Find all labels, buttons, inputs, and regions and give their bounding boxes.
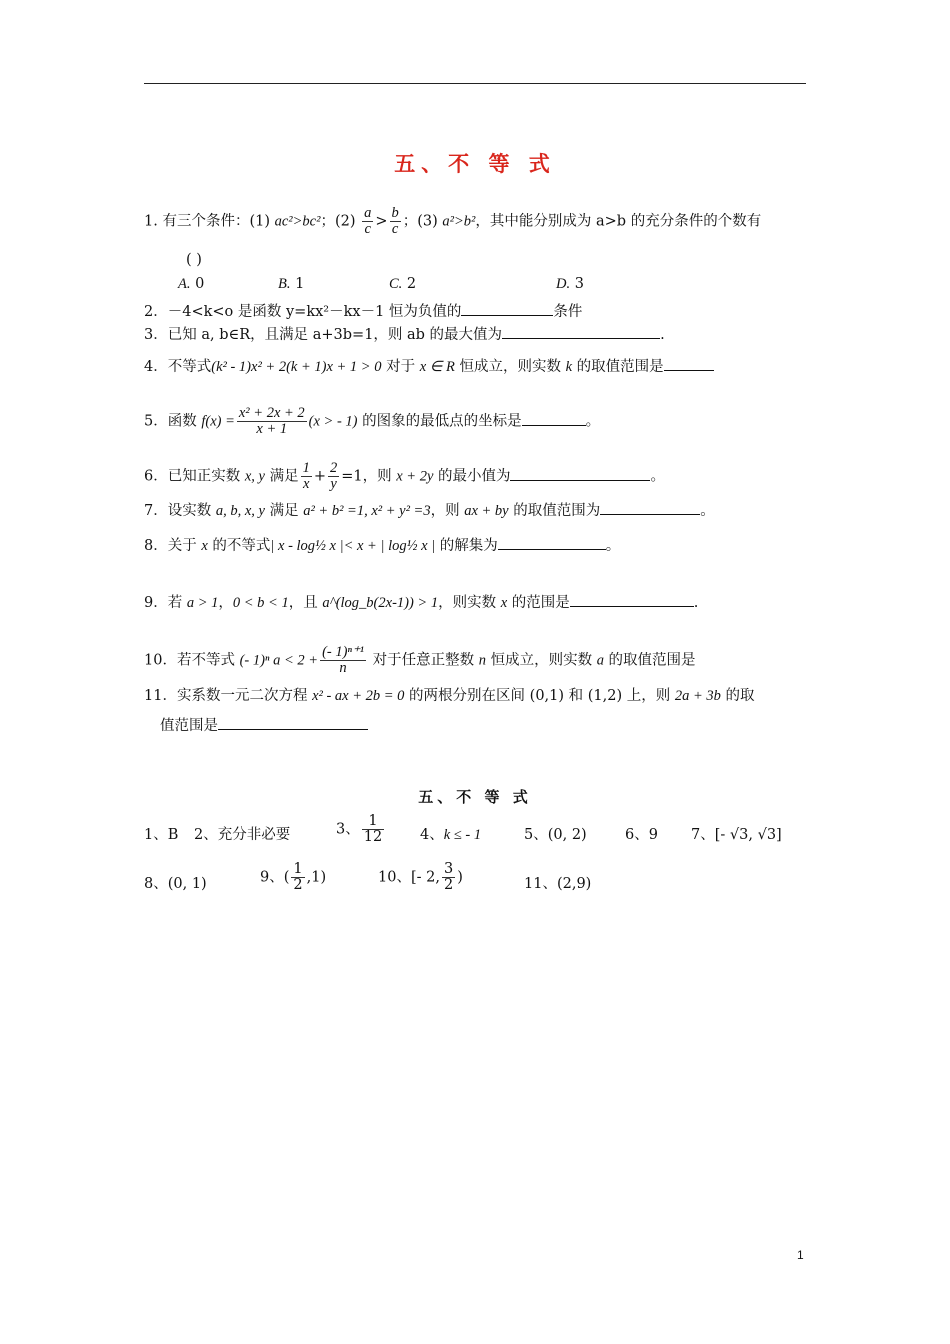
q11-line2-text: 值范围是 — [160, 718, 218, 734]
q9-sep1: ， — [218, 595, 233, 611]
answer-7-value: [- √3, √3] — [714, 827, 782, 843]
q7-text-b: 满足 — [264, 503, 304, 519]
question-7 — [144, 500, 715, 521]
question-1 — [144, 206, 761, 237]
q9-x: x — [500, 595, 508, 611]
answer-9 — [260, 862, 326, 893]
q11-and: 和 — [564, 688, 588, 704]
q10-frac — [320, 645, 366, 676]
q10-den: n — [339, 660, 347, 676]
q5-frac — [237, 406, 307, 437]
q7-vars: a, b, x, y — [215, 503, 265, 519]
question-10 — [144, 645, 696, 676]
question-6 — [144, 461, 665, 492]
option-d-value: 3 — [574, 276, 584, 292]
question-11-line2 — [160, 715, 368, 736]
q11-expr: 2a + 3b — [674, 688, 721, 704]
q4-set: x ∈ R — [419, 359, 455, 375]
question-3 — [144, 324, 665, 345]
q4-text: 4．不等式 — [144, 359, 212, 375]
q5-f: f(x) = — [201, 413, 235, 430]
q1-frac-a-num: a — [364, 205, 372, 221]
answer-10-frac — [442, 862, 455, 893]
answer-10-num: 3 — [443, 861, 454, 877]
q1-sep2: ；(3) — [402, 213, 443, 230]
q7-text: 7．设实数 — [144, 503, 216, 519]
question-5 — [144, 406, 600, 437]
q1-frac-b-num: b — [391, 205, 399, 221]
page-title: 五、不 等 式 — [394, 151, 556, 176]
answer-11: 11、(2,9) — [524, 876, 592, 892]
q1-gt: > — [375, 213, 388, 230]
answer-10-den: 2 — [443, 877, 454, 893]
answer-10-label: 10、 — [378, 869, 411, 886]
q2-blank — [461, 301, 553, 316]
answer-9-close: ,1) — [306, 869, 327, 886]
q11-text-b: 的两根分别在区间 — [404, 688, 530, 704]
q11-eq: x² - ax + 2b = 0 — [312, 688, 405, 704]
answer-2: 2、充分非必要 — [194, 827, 291, 843]
q3-blank — [502, 324, 660, 339]
q11-text-c: 上，则 — [622, 688, 675, 704]
q10-text-d: 的取值范围是 — [603, 652, 696, 669]
q7-expr: ax + by — [464, 503, 509, 519]
q8-blank — [498, 535, 606, 550]
q10-text-b: 对于任意正整数 — [368, 652, 479, 669]
answer-7 — [691, 823, 782, 844]
q1-frac-b-den: c — [391, 221, 399, 237]
q5-end: 。 — [585, 413, 601, 430]
q11-blank — [218, 715, 368, 730]
question-2 — [144, 301, 582, 322]
q2-tail: 条件 — [553, 304, 583, 320]
q6-text: 6．已知正实数 — [144, 468, 245, 485]
q9-text-b: ，则实数 — [438, 595, 501, 611]
question-9 — [144, 592, 698, 613]
q9-blank — [570, 592, 694, 607]
answers-title: 五、不 等 式 — [418, 788, 532, 806]
q10-n: n — [478, 652, 486, 669]
q9-text: 9．若 — [144, 595, 187, 611]
option-d-label: D. — [556, 276, 571, 292]
answer-9-open: ( — [283, 869, 290, 886]
answer-9-num: 1 — [293, 861, 303, 877]
q11-interval1: (0,1) — [529, 688, 565, 704]
answer-5: 5、(0, 2) — [524, 827, 587, 843]
q10-expr: (- 1)ⁿ a < 2 + — [239, 652, 319, 669]
q10-text-c: 恒成立，则实数 — [485, 652, 597, 669]
q10-text: 10．若不等式 — [144, 652, 240, 669]
q1-sep: ；(2) — [320, 213, 361, 230]
option-c-label: C. — [389, 276, 403, 292]
q7-text-c: ，则 — [430, 503, 465, 519]
q8-text-b: 的不等式 — [207, 538, 271, 554]
q6-end: 。 — [650, 468, 665, 485]
q7-text-d: 的取值范围为 — [508, 503, 601, 519]
q5-den: x + 1 — [256, 421, 288, 437]
option-c — [389, 276, 416, 293]
question-11 — [144, 686, 755, 706]
option-a-label: A. — [178, 276, 191, 292]
q8-x: x — [201, 538, 208, 554]
q5-blank — [522, 411, 586, 426]
answer-1: 1、B — [144, 827, 179, 843]
q9-text-c: 的范围是 — [507, 595, 570, 611]
q6-f2-den: y — [330, 476, 337, 492]
header-rule — [144, 83, 806, 84]
answer-10-open: [- 2, — [410, 869, 440, 886]
q1-frac-a — [362, 206, 373, 237]
q11-interval2: (1,2) — [587, 688, 623, 704]
answer-3-frac — [362, 814, 384, 845]
q9-cond1: a > 1 — [186, 595, 219, 611]
q8-end: 。 — [605, 538, 621, 554]
answer-8: 8、(0, 1) — [144, 876, 207, 892]
q6-xy: x, y — [244, 468, 265, 485]
answer-9-label: 9、 — [260, 869, 284, 886]
q4-text-b: 对于 — [381, 359, 420, 375]
q6-eq: =1，则 — [341, 468, 397, 485]
q1-cond1: ac²>bc² — [274, 213, 321, 230]
answer-3 — [336, 814, 386, 845]
q8-expr: | x - log½ x |< x + | log½ x | — [270, 538, 436, 554]
q2-text: 2．－4<k<o 是函数 y=kx²－kx－1 恒为负值的 — [144, 304, 462, 320]
option-b — [278, 276, 304, 293]
answer-3-den: 12 — [363, 829, 383, 845]
q3-text: 3．已知 a, b∈R，且满足 a+3b=1，则 ab 的最大值为 — [144, 327, 503, 343]
q6-frac1 — [301, 461, 312, 492]
q6-blank — [510, 466, 650, 481]
q6-frac2 — [328, 461, 339, 492]
q1-frac-a-den: c — [364, 221, 371, 237]
q1-frac-b — [390, 206, 401, 237]
q4-blank — [664, 356, 714, 371]
option-c-value: 2 — [406, 276, 417, 292]
q5-text-b: 的图象的最低点的坐标是 — [357, 413, 522, 430]
q10-num: (- 1)ⁿ⁺¹ — [322, 644, 364, 660]
q9-end: . — [693, 595, 699, 611]
answer-9-frac — [291, 862, 304, 893]
answer-4 — [420, 823, 481, 844]
q1-paren: ( ) — [186, 252, 202, 268]
q3-tail: . — [660, 327, 665, 343]
answer-7-label: 7、 — [691, 827, 715, 843]
q5-text: 5．函数 — [144, 413, 202, 430]
q9-sep2: ，且 — [288, 595, 323, 611]
question-4 — [144, 356, 714, 377]
option-b-value: 1 — [295, 276, 305, 292]
q6-text-b: 满足 — [264, 468, 299, 485]
q4-text-d: 的取值范围是 — [572, 359, 664, 375]
q1-text: 1. 有三个条件：(1) — [144, 213, 275, 230]
q11-text-d: 的取 — [720, 688, 755, 704]
answer-4-label: 4、 — [420, 827, 444, 843]
q5-domain: (x > - 1) — [308, 413, 358, 430]
q4-expr: (k² - 1)x² + 2(k + 1)x + 1 > 0 — [211, 359, 382, 375]
q6-text-c: 的最小值为 — [433, 468, 511, 485]
q1-tail: ，其中能分别成为 a>b 的充分条件的个数有 — [475, 213, 762, 230]
q8-text-c: 的解集为 — [435, 538, 498, 554]
q11-text: 11．实系数一元二次方程 — [144, 688, 313, 704]
q9-cond3: a^(log_b(2x-1)) > 1 — [322, 595, 439, 611]
q7-end: 。 — [700, 503, 715, 519]
page-number: 1 — [797, 1248, 804, 1262]
option-a — [178, 276, 204, 293]
q6-plus: + — [313, 468, 326, 485]
answer-10 — [378, 862, 463, 893]
q6-expr: x + 2y — [396, 468, 434, 485]
q6-f1-den: x — [302, 476, 310, 492]
q7-cond: a² + b² =1, x² + y² =3 — [303, 503, 431, 519]
q8-text: 8．关于 — [144, 538, 202, 554]
q1-cond3: a²>b² — [442, 213, 476, 230]
option-d — [556, 276, 584, 293]
q6-f2-num: 2 — [329, 460, 338, 476]
q7-blank — [600, 500, 700, 515]
answer-4-value: k ≤ - 1 — [443, 827, 482, 843]
option-b-label: B. — [278, 276, 291, 292]
q4-k: k — [565, 359, 573, 375]
option-a-value: 0 — [195, 276, 205, 292]
q4-text-c: 恒成立，则实数 — [454, 359, 566, 375]
answer-10-close: ) — [457, 869, 463, 886]
answer-6: 6、9 — [625, 827, 658, 843]
q5-num: x² + 2x + 2 — [238, 405, 305, 421]
answer-9-den: 2 — [293, 877, 303, 893]
question-8 — [144, 535, 620, 556]
q6-f1-num: 1 — [302, 460, 310, 476]
q10-a: a — [596, 652, 604, 669]
answer-3-label: 3、 — [336, 821, 360, 838]
answer-3-num: 1 — [362, 814, 384, 830]
q9-cond2: 0 < b < 1 — [232, 595, 289, 611]
